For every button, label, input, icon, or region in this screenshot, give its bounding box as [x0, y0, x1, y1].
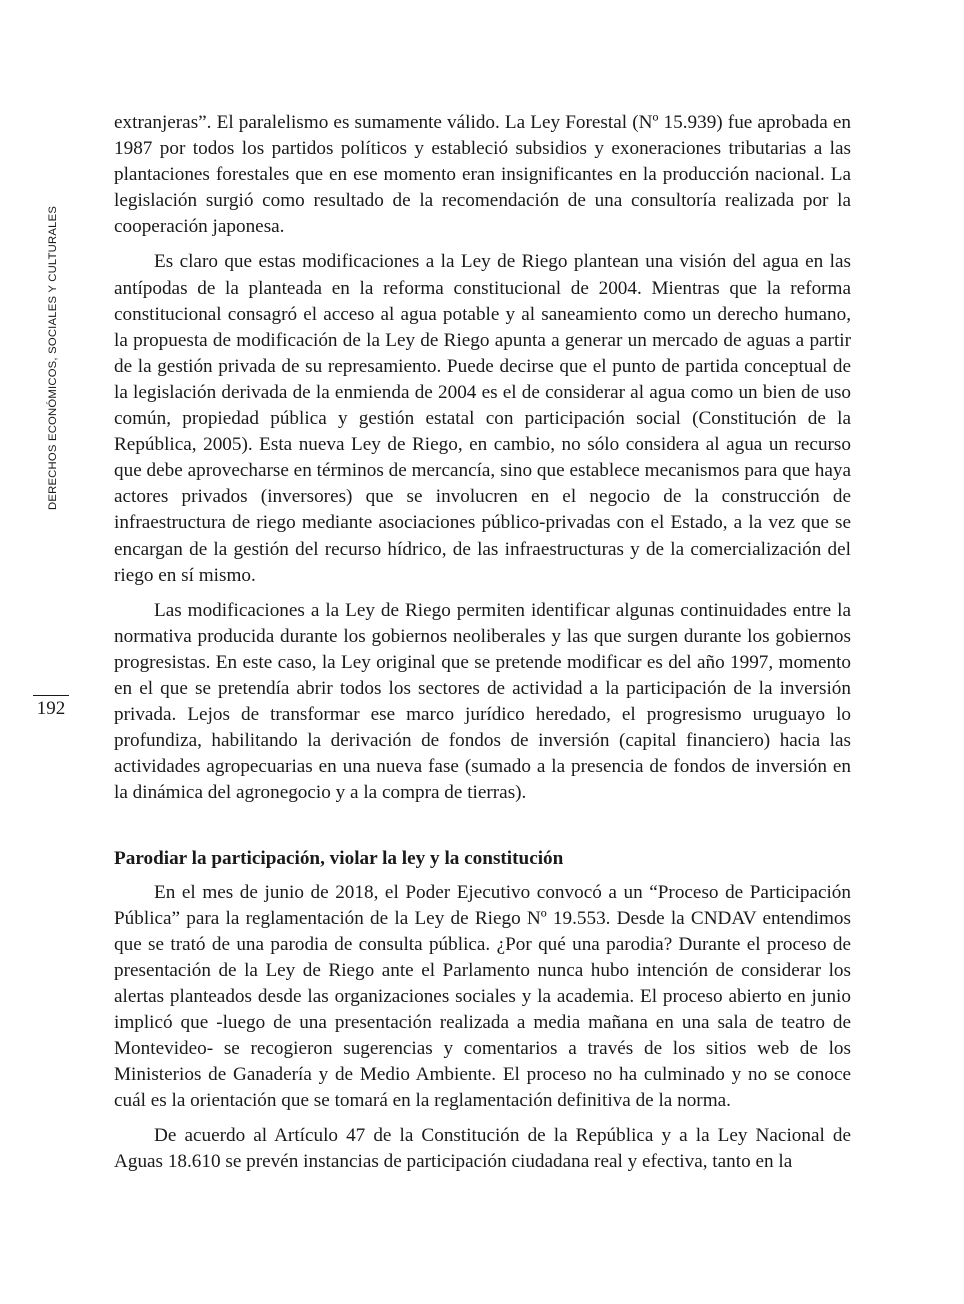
- page-number: 192: [36, 698, 66, 719]
- page-body: [114, 110, 851, 1176]
- paragraph-5: De acuerdo al Artículo 47 de la Constitución de la República y a la Ley Nacional de Aguas 18.610 se prevén instancias de participación ciudadana real y efectiva, tanto en la: [114, 1125, 851, 1173]
- paragraph-4: En el mes de junio de 2018, el Poder Ejecutivo convocó a un “Proceso de Participación Pública” para la reglamentación de la Ley de Riego Nº 19.553. Desde la CNDAV entendimos que se trató de una parodia de consulta pública. ¿Por qué una parodia? Durante el proceso de presentación de la Ley de Riego ante el Parlamento nunca hubo intención de considerar los alertas planteados desde las organizaciones sociales y la academia. El proceso abierto en junio implicó que -luego de una presentación realizada a media mañana en una sala de teatro de Montevideo- se recogieron sugerencias y comentarios a través de los sitios web de los Ministerios de Ganadería y de Medio Ambiente. El proceso no ha culminado y no se conoce cuál es la orientación que se tomará en la reglamentación definitiva de la norma.: [114, 881, 851, 1112]
- paragraph-3: Las modificaciones a la Ley de Riego permiten identificar algunas continuidades entre la normativa producida durante los gobiernos neoliberales y las que surgen durante los gobiernos progresistas. En este caso, la Ley original que se pretende modificar es del año 1997, momento en el que se pretendía abrir todos los sectores de actividad a la participación de la inversión privada. Lejos de transformar ese marco jurídico heredado, el progresismo uruguayo lo profundiza, habilitando la derivación de fondos de inversión (capital financiero) hacia las actividades agropecuarias en una nueva fase (sumado a la presencia de fondos de inversión en la dinámica del agronegocio y a la compra de tierras).: [114, 599, 851, 804]
- page-number-rule: [33, 695, 69, 696]
- running-head: DERECHOS ECONÓMICOS, SOCIALES Y CULTURALES: [47, 205, 59, 510]
- paragraph-2: Es claro que estas modificaciones a la Ley de Riego plantean una visión del agua en las antípodas de la planteada en la reforma constitucional de 2004. Mientras que la reforma constitucional consagró el acceso al agua potable y al saneamiento como un derecho humano, la propuesta de modificación de la Ley de Riego apunta a generar un mercado de aguas a partir de la gestión privada de su represamiento. Puede decirse que el punto de partida conceptual de la legislación derivada de la enmienda de 2004 es el de considerar al agua como un bien de uso común, propiedad pública y gestión estatal con participación social (Constitución de la República, 2005). Esta nueva Ley de Riego, en cambio, no sólo considera al agua un recurso que debe aprovecharse en términos de mercancía, sino que establece mecanismos para que haya actores privados (inversores) que se involucren en el negocio de la construcción de infraestructura de riego mediante asociaciones público-privadas con el Estado, a la vez que se encargan de la gestión del recurso hídrico, de las infraestructuras y de la comercialización del riego en sí mismo.: [114, 251, 851, 586]
- section-heading: Parodiar la participación, violar la ley y la constitución: [114, 848, 564, 870]
- paragraph-1: extranjeras”. El paralelismo es sumamente válido. La Ley Forestal (Nº 15.939) fue aprobada en 1987 por todos los partidos políticos y estableció subsidios y exoneraciones tributarias a las plantaciones forestales que en ese momento eran insignificantes en la producción nacional. La legislación surgió como resultado de la recomendación de una consultoría realizada por la cooperación japonesa.: [114, 112, 851, 238]
